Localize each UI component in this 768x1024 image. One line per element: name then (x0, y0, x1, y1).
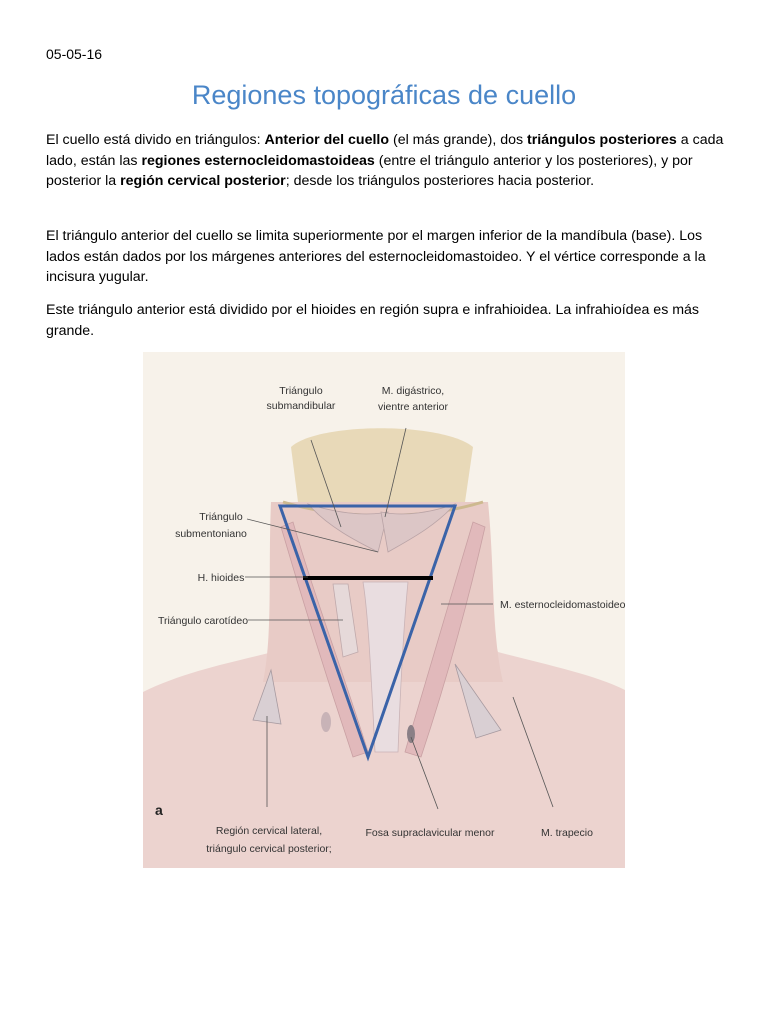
label-submandibular-2: submandibular (266, 400, 336, 412)
label-region-cervical-1: Región cervical lateral, (215, 825, 323, 837)
p1-text-1: El cuello está divido en triángulos: (46, 132, 265, 148)
label-esternocleidomastoideo: M. esternocleidomastoideo (500, 599, 625, 611)
p1-text-3: a cada lado, están las (46, 132, 724, 169)
label-carotideo: Triángulo carotídeo (157, 615, 249, 627)
supraclavicular-fossa-right (407, 725, 415, 743)
p1-bold-cervical-posterior: región cervical posterior (120, 173, 286, 189)
neck-illustration (143, 352, 625, 868)
supraclavicular-fossa-left (321, 712, 331, 732)
p1-bold-esternocleidomastoideas: regiones esternocleidomastoideas (141, 152, 375, 169)
label-fosa: Fosa supraclavicular menor (365, 827, 495, 839)
document-date: 05-05-16 (46, 46, 103, 62)
label-digastrico-2: vientre anterior (377, 401, 449, 413)
p1-text-4: (entre el triángulo anterior y los posteriores), y por posterior la (46, 152, 693, 189)
label-panel-letter: a (155, 802, 163, 818)
mandible-bone (291, 428, 473, 502)
paragraph-anterior-triangle: El triángulo anterior del cuello se limita superiormente por el margen inferior de la mandíbula (base). Los lados están dados por los márgenes anteriores del esternocleidomastoideo. Y el vértice corresponde a la incisura yugular. (46, 228, 706, 285)
neck-anatomy-figure (143, 352, 625, 868)
p1-bold-anterior: Anterior del cuello (264, 132, 390, 148)
p1-text-5: ; desde los triángulos posteriores hacia posterior. (285, 173, 595, 189)
label-submentoniano-1: Triángulo (199, 511, 243, 523)
paragraph-hyoid-division: Este triángulo anterior está dividido por el hioides en región supra e infrahioidea. La infrahioídea es más grande. (46, 302, 700, 339)
label-submentoniano-2: submentoniano (175, 528, 247, 540)
label-digastrico-1: M. digástrico, (381, 385, 445, 397)
label-submandibular-1: Triángulo (279, 385, 323, 397)
label-trapecio: M. trapecio (541, 827, 593, 839)
p1-text-2: (el más grande), dos (389, 132, 528, 148)
document-title: Regiones topográficas de cuello (191, 80, 577, 110)
p1-bold-posteriores: triángulos posteriores (527, 132, 677, 148)
label-region-cervical-2: triángulo cervical posterior; (206, 843, 332, 855)
label-hioides: H. hioides (197, 572, 245, 584)
paragraph-intro (46, 130, 726, 192)
